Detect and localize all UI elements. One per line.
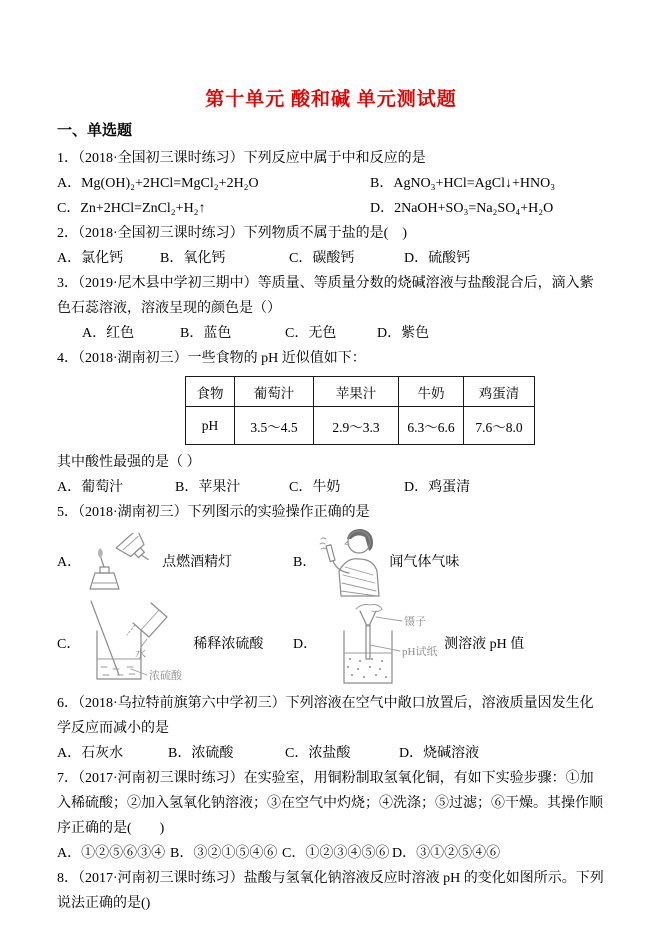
q2-option-a: A．氯化钙 (57, 251, 124, 266)
ph-table-header-cell: 食物 (186, 377, 235, 407)
q1-stem: 1．（2018·全国初三课时练习）下列反应中属于中和反应的是 (57, 151, 426, 166)
ph-testing-illustration (320, 601, 438, 687)
q7-option-b: B．③②①⑤④⑥ (170, 846, 278, 861)
q7-option-d: D．③①②⑤④⑥ (392, 846, 501, 861)
q5-options-row2 (57, 599, 605, 689)
ph-table-header-row (186, 377, 535, 407)
page-title: 第十单元 酸和碱 单元测试题 (205, 89, 457, 110)
q3-option-a: A．红色 (82, 326, 135, 341)
q1-option-c: C．Zn+2HCl=ZnCl₂+H₂↑ (57, 201, 206, 216)
q6-option-b: B．浓硫酸 (168, 746, 234, 761)
q3-option-d: D．紫色 (377, 326, 430, 341)
q5-option-b-letter: B． (293, 554, 317, 570)
alcohol-lamp-lighting-illustration (84, 533, 156, 591)
q4-stem2: 其中酸性最强的是（ ） (57, 455, 201, 470)
q5-option-a (57, 533, 293, 591)
q2-option-c: C．碳酸钙 (289, 251, 355, 266)
q8-stem: 8．（2017·河南初三课时练习）盐酸与氢氧化钠溶液反应时溶液 pH 的变化如图所示。下列说法正确的是() (57, 871, 604, 911)
ph-table-header-cell: 鸡蛋清 (464, 377, 535, 407)
q1-options-row2 (57, 196, 605, 221)
q4-option-c: C．牛奶 (289, 480, 341, 495)
smelling-gas-illustration (319, 527, 383, 597)
section-header: 一、单选题 (57, 123, 133, 139)
q7-option-c: C．①②③④⑤⑥ (282, 846, 390, 861)
q5-options-row1 (57, 527, 605, 597)
concentrated-acid-label: 浓硫酸 (149, 670, 183, 682)
q5-stem: 5．（2018·湖南初三）下列图示的实验操作正确的是 (57, 505, 370, 520)
q2-option-b: B．氧化钙 (160, 251, 226, 266)
ph-table-value-cell: 6.3～6.6 (399, 407, 464, 445)
q5-option-d (293, 601, 524, 687)
q6-option-c: C．浓盐酸 (285, 746, 351, 761)
q5-option-d-caption: 测溶液 pH 值 (444, 636, 525, 652)
q6-options-row (57, 741, 605, 766)
q5-option-b-caption: 闻气体气味 (389, 554, 460, 570)
q1-option-d: D．2NaOH+SO₃=Na₂SO₄+H₂O (370, 201, 554, 216)
q5-option-d-letter: D． (293, 636, 318, 652)
q4-options-row (57, 475, 605, 500)
q6-option-a: A．石灰水 (57, 746, 124, 761)
ph-table-value-cell: 2.9～3.3 (314, 407, 399, 445)
q1-option-b: B．AgNO₃+HCl=AgCl↓+HNO₃ (370, 176, 556, 191)
ph-paper-label: pH试纸 (402, 646, 438, 658)
q7-options-row (57, 841, 605, 866)
ph-table (185, 376, 535, 445)
ph-table-value-cell: 3.5～4.5 (235, 407, 314, 445)
ph-table-header-cell: 苹果汁 (314, 377, 399, 407)
water-label: 水 (135, 648, 147, 660)
ph-table-value-row (186, 407, 535, 445)
diluting-acid-illustration (83, 599, 187, 689)
q2-option-d: D．硫酸钙 (404, 251, 471, 266)
ph-table-header-cell: 葡萄汁 (235, 377, 314, 407)
q4-option-d: D．鸡蛋清 (404, 480, 471, 495)
q4-option-a: A．葡萄汁 (57, 480, 124, 495)
q2-options-row (57, 246, 605, 271)
q2-stem: 2．（2018·全国初三课时练习）下列物质不属于盐的是( ) (57, 226, 407, 241)
q1-option-a: A．Mg(OH)₂+2HCl=MgCl₂+2H₂O (57, 176, 259, 191)
q3-options-row (57, 321, 605, 346)
q3-stem: 3．（2019·尼木县中学初三期中）等质量、等质量分数的烧碱溶液与盐酸混合后，滴入紫色石蕊溶液，溶液呈现的颜色是（） (57, 276, 594, 316)
q5-option-c (57, 599, 293, 689)
ph-table-value-cell: pH (186, 407, 235, 445)
ph-table-value-cell: 7.6～8.0 (464, 407, 535, 445)
q7-stem: 7．（2017·河南初三课时练习）在实验室，用铜粉制取氢氧化铜，有如下实验步骤：①加入稀硫酸；②加入氢氧化钠溶液；③在空气中灼烧；④洗涤；⑤过滤；⑥干燥。其操作顺序正确的是( ) (57, 771, 603, 836)
ph-table-header-cell: 牛奶 (399, 377, 464, 407)
q1-options-row1 (57, 171, 605, 196)
q5-option-a-letter: A． (57, 554, 82, 570)
q4-stem: 4．（2018·湖南初三）一些食物的 pH 近似值如下： (57, 351, 366, 366)
q3-option-b: B．蓝色 (180, 326, 232, 341)
q5-option-a-caption: 点燃酒精灯 (162, 554, 233, 570)
q5-option-b (293, 527, 459, 597)
q5-option-c-caption: 稀释浓硫酸 (193, 636, 264, 652)
q6-stem: 6．（2018·乌拉特前旗第六中学初三）下列溶液在空气中敞口放置后，溶液质量因发生化学反应而减小的是 (57, 696, 594, 736)
q4-option-b: B．苹果汁 (175, 480, 241, 495)
tweezers-label: 镊子 (404, 616, 427, 628)
q7-option-a: A．①②⑤⑥③④ (57, 846, 166, 861)
q3-option-c: C．无色 (285, 326, 337, 341)
q5-option-c-letter: C． (57, 636, 81, 652)
q6-option-d: D．烧碱溶液 (399, 746, 480, 761)
